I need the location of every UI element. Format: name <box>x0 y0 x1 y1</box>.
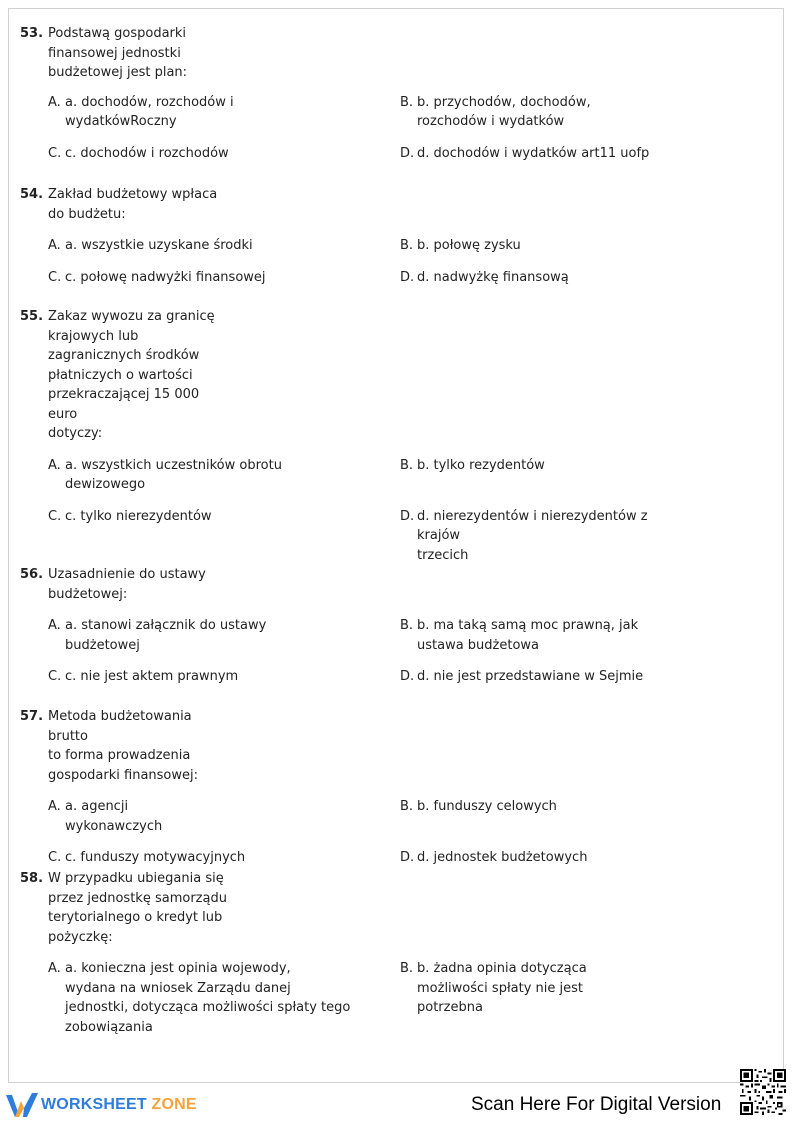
question-number: 58. <box>20 871 44 886</box>
option-d[interactable] <box>400 144 660 164</box>
question-number: 56. <box>20 567 44 582</box>
option-text: a. stanowi załącznik do ustawy budżetowej <box>65 618 267 653</box>
question-number: 55. <box>20 309 44 324</box>
option-letter: C. <box>48 850 62 865</box>
option-text: b. ma taką samą moc prawną, jak ustawa budżetowa <box>417 618 639 653</box>
option-letter: B. <box>400 457 414 473</box>
option-text: d. nie jest przedstawiane w Sejmie <box>417 669 644 684</box>
option-d[interactable] <box>400 507 660 566</box>
worksheetzone-logo[interactable] <box>6 1092 197 1118</box>
option-c[interactable] <box>48 848 400 868</box>
option-letter: D. <box>400 269 415 285</box>
option-text: b. żadna opinia dotycząca możliwości spłaty nie jest potrzebna <box>417 961 587 1015</box>
option-letter: D. <box>400 508 415 524</box>
option-text: c. nie jest aktem prawnym <box>65 669 239 684</box>
option-letter: A. <box>48 94 61 110</box>
option-a[interactable] <box>48 959 400 1037</box>
question-58 <box>20 869 760 1037</box>
option-b[interactable] <box>400 93 660 132</box>
option-text: b. funduszy celowych <box>417 799 557 814</box>
option-letter: A. <box>48 457 61 473</box>
option-text: a. wszystkie uzyskane środki <box>65 238 253 253</box>
option-text: d. jednostek budżetowych <box>417 850 588 865</box>
logo-text-worksheet: WORKSHEET <box>41 1096 147 1113</box>
option-letter: B. <box>400 799 414 814</box>
option-b[interactable] <box>400 616 660 655</box>
option-c[interactable] <box>48 507 400 566</box>
option-c[interactable] <box>48 144 400 164</box>
question-56 <box>20 565 760 687</box>
option-a[interactable] <box>48 456 400 495</box>
option-text: a. agencji wykonawczych <box>65 799 163 834</box>
option-letter: B. <box>400 238 414 253</box>
question-text: Podstawą gospodarki finansowej jednostki budżetowej jest plan: <box>48 26 188 80</box>
option-letter: C. <box>48 508 62 524</box>
qr-code-icon[interactable] <box>740 1069 786 1115</box>
option-c[interactable] <box>48 268 400 288</box>
option-d[interactable] <box>400 667 660 687</box>
logo-text <box>41 1096 197 1114</box>
option-d[interactable] <box>400 268 660 288</box>
option-letter: C. <box>48 669 62 684</box>
option-a[interactable] <box>48 797 400 836</box>
question-text: Zakaz wywozu za granicę krajowych lub zagranicznych środków płatniczych o wartości przekraczającej 15 000 euro dotyczy: <box>48 309 215 441</box>
option-letter: C. <box>48 269 62 285</box>
option-a[interactable] <box>48 93 400 132</box>
question-number: 57. <box>20 709 44 724</box>
option-letter: A. <box>48 238 61 253</box>
option-text: a. wszystkich uczestników obrotu dewizowego <box>65 457 282 492</box>
question-53 <box>20 24 760 163</box>
option-text: b. tylko rezydentów <box>417 457 545 473</box>
scan-here-text: Scan Here For Digital Version <box>471 1094 722 1115</box>
question-text: Metoda budżetowania brutto to forma prowadzenia gospodarki finansowej: <box>48 709 199 783</box>
option-text: c. dochodów i rozchodów <box>65 145 229 161</box>
option-letter: B. <box>400 618 414 633</box>
option-a[interactable] <box>48 616 400 655</box>
option-text: c. tylko nierezydentów <box>65 508 212 524</box>
option-letter: D. <box>400 669 415 684</box>
option-d[interactable] <box>400 848 660 868</box>
option-text: a. konieczna jest opinia wojewody, wydana na wniosek Zarządu danej jednostki, dotycząca możliwości spłaty tego zobowiązania <box>65 961 351 1035</box>
option-letter: B. <box>400 94 414 110</box>
option-text: c. połowę nadwyżki finansowej <box>65 269 266 285</box>
option-letter: D. <box>400 145 415 161</box>
option-c[interactable] <box>48 667 400 687</box>
question-text: W przypadku ubiegania się przez jednostkę samorządu terytorialnego o kredyt lub pożyczkę: <box>48 871 227 945</box>
option-letter: C. <box>48 145 62 161</box>
option-text: d. nierezydentów i nierezydentów z krajów trzecich <box>417 508 648 563</box>
option-letter: B. <box>400 961 414 976</box>
question-text: Uzasadnienie do ustawy budżetowej: <box>48 567 206 602</box>
option-letter: A. <box>48 618 61 633</box>
question-55 <box>20 307 760 565</box>
question-number: 53. <box>20 26 44 41</box>
question-number: 54. <box>20 187 44 202</box>
option-text: c. funduszy motywacyjnych <box>65 850 246 865</box>
worksheetzone-w-logo-icon <box>6 1092 38 1118</box>
option-text: b. przychodów, dochodów, rozchodów i wydatków <box>417 94 591 129</box>
question-57 <box>20 707 760 868</box>
option-letter: A. <box>48 799 61 814</box>
question-54 <box>20 185 760 287</box>
question-text: Zakład budżetowy wpłaca do budżetu: <box>48 187 218 222</box>
option-b[interactable] <box>400 236 660 256</box>
option-a[interactable] <box>48 236 400 256</box>
option-text: d. nadwyżkę finansową <box>417 269 569 285</box>
logo-text-zone: ZONE <box>151 1096 197 1113</box>
option-text: a. dochodów, rozchodów i wydatkówRoczny <box>65 94 234 129</box>
option-text: d. dochodów i wydatków art11 uofp <box>417 145 650 161</box>
option-b[interactable] <box>400 797 660 836</box>
option-b[interactable] <box>400 959 660 1037</box>
option-letter: A. <box>48 961 61 976</box>
option-text: b. połowę zysku <box>417 238 521 253</box>
option-letter: D. <box>400 850 415 865</box>
option-b[interactable] <box>400 456 660 495</box>
